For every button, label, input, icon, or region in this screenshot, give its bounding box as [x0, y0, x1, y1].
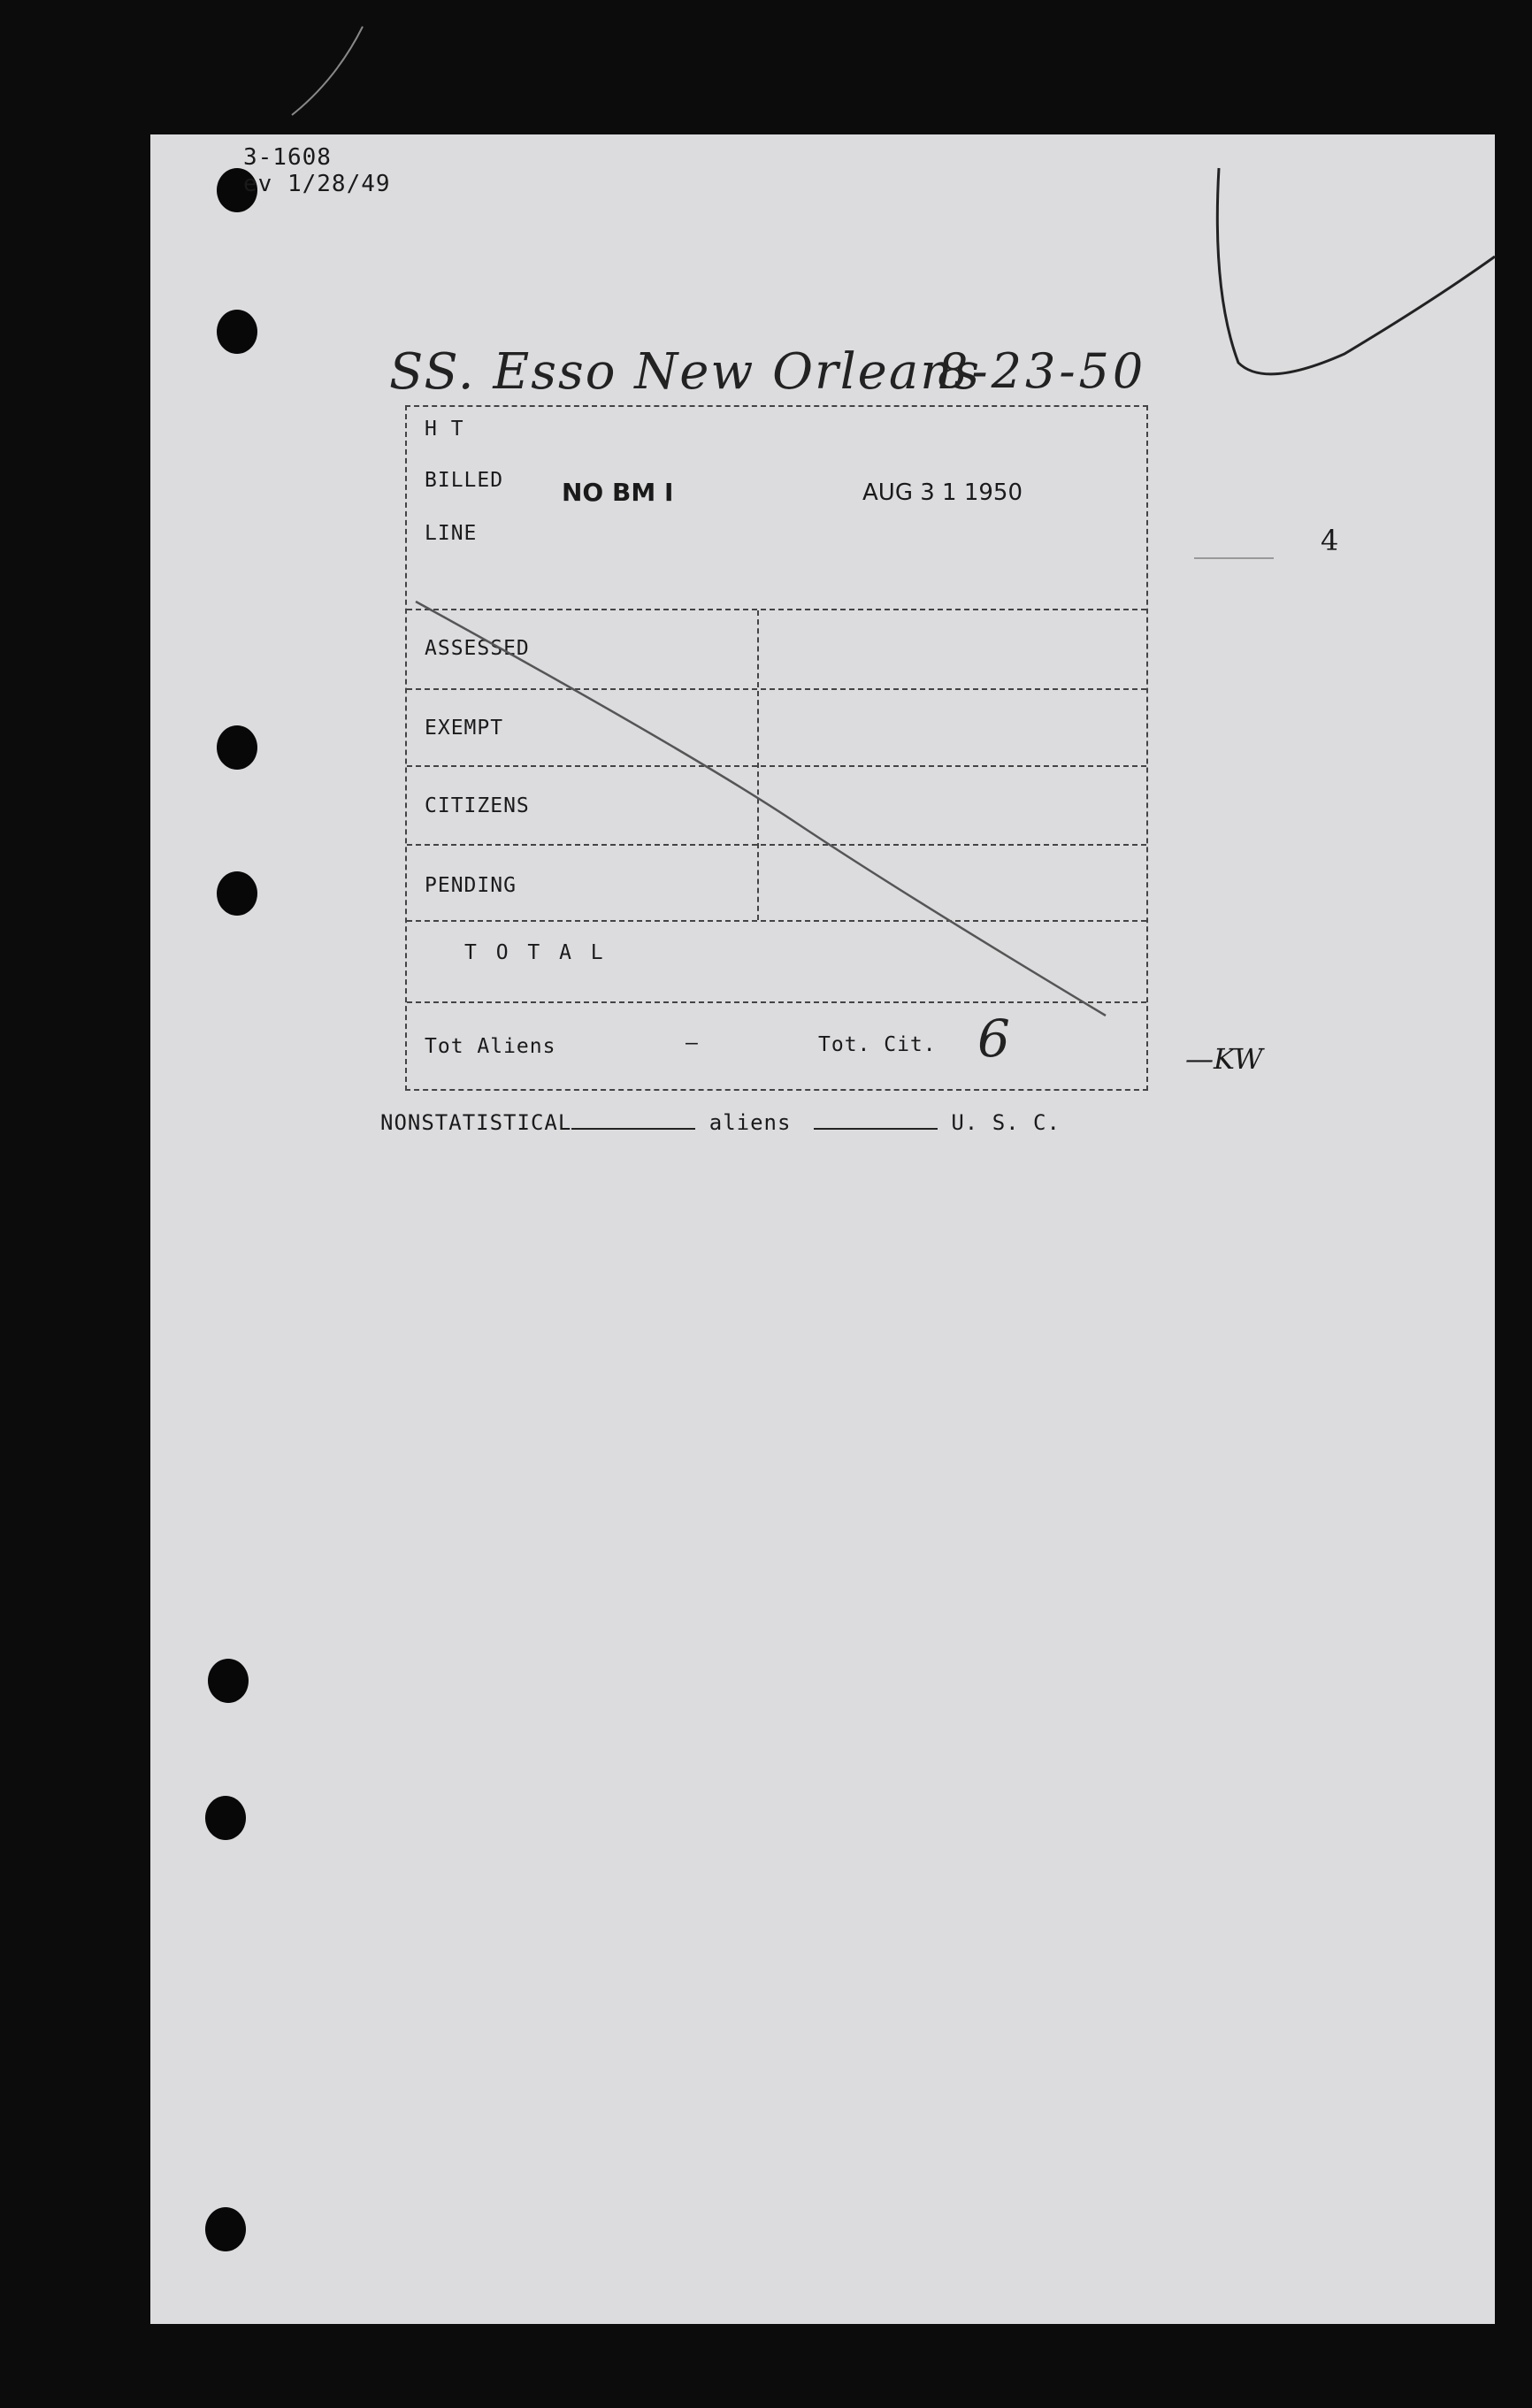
- tot-cit-value: 6: [977, 1008, 1010, 1069]
- nonstatistical-label: NONSTATISTICAL: [380, 1110, 572, 1135]
- line-label: LINE: [425, 522, 478, 545]
- total-label: T O T A L: [464, 941, 607, 964]
- form-revision: ev 1/28/49: [243, 171, 391, 197]
- stray-mark: [292, 27, 363, 115]
- ht-label: H T: [425, 418, 464, 441]
- arrival-date: 8-23-50: [938, 343, 1147, 399]
- exempt-label: EXEMPT: [425, 717, 504, 740]
- stamp-code: NO BM I: [562, 478, 674, 507]
- form-number: 3-1608: [243, 144, 332, 171]
- diagonal-strike: [416, 602, 1106, 1016]
- aliens-label: aliens: [709, 1110, 792, 1135]
- corner-pen-mark: [1217, 168, 1495, 374]
- stamp-date: AUG 3 1 1950: [862, 479, 1023, 506]
- usc-label: U. S. C.: [951, 1110, 1061, 1135]
- pending-label: PENDING: [425, 874, 517, 897]
- assessed-label: ASSESSED: [425, 637, 530, 660]
- billed-label: BILLED: [425, 469, 504, 492]
- page-number: 4: [1321, 524, 1339, 557]
- tot-cit-label: Tot. Cit.: [818, 1033, 937, 1056]
- ship-name: SS. Esso New Orleans: [389, 343, 982, 401]
- citizens-label: CITIZENS: [425, 794, 530, 817]
- inspector-initials: —KW: [1185, 1042, 1263, 1076]
- tot-aliens-label: Tot Aliens: [425, 1035, 556, 1058]
- tot-aliens-value: —: [686, 1031, 699, 1054]
